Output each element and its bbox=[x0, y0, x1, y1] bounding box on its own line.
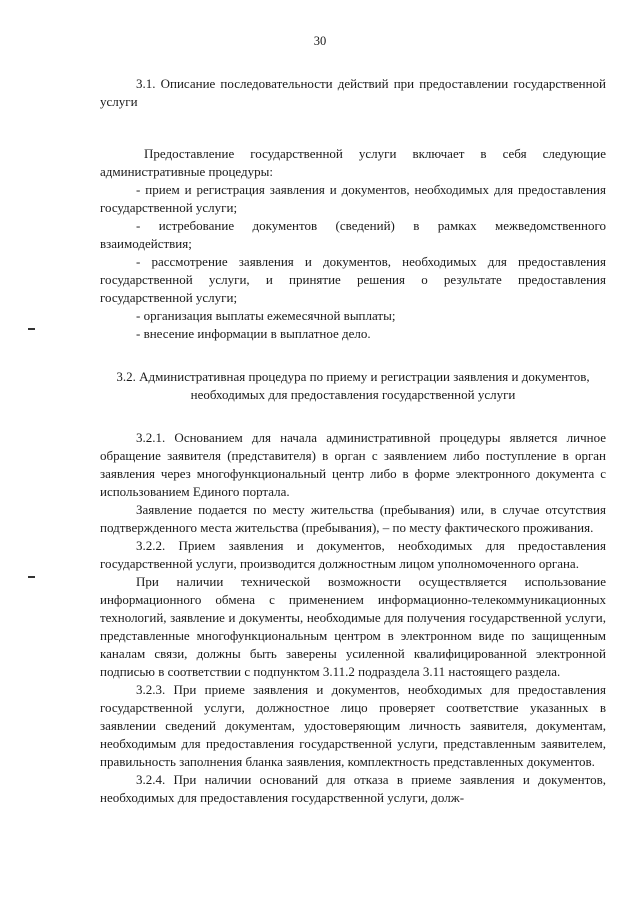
page-number: 30 bbox=[313, 34, 327, 48]
section-heading: 3.2. Административная процедура по приему и регистрации заявления и документов, необходимых для предоставления государственной услуги bbox=[116, 369, 590, 402]
margin-mark bbox=[28, 328, 35, 330]
list-item: - организация выплаты ежемесячной выплаты; bbox=[136, 308, 396, 323]
section-heading: 3.1. Описание последовательности действий при предоставлении государственной услуги bbox=[100, 76, 606, 109]
margin-mark bbox=[28, 576, 35, 578]
paragraph: 3.2.3. При приеме заявления и документов, необходимых для предоставления государственной услуги, должностное лицо проверяет соответствие указанных в заявлении сведений документам, удостоверяющим личность заявителя, документам, необходимым для предоставления государственной услуги, представленным заявителем, правильность заполнения бланка заявления, комплектность представленных документов. bbox=[100, 682, 606, 769]
paragraph: Заявление подается по месту жительства (пребывания) или, в случае отсутствия подтвержденного места жительства (пребывания), – по месту фактического проживания. bbox=[100, 502, 606, 535]
document-body bbox=[100, 75, 606, 807]
list-item: - прием и регистрация заявления и документов, необходимых для предоставления государственной услуги; bbox=[100, 182, 606, 215]
paragraph: Предоставление государственной услуги включает в себя следующие административные процедуры: bbox=[100, 146, 606, 179]
paragraph: 3.2.1. Основанием для начала административной процедуры является личное обращение заявителя (представителя) в орган с заявлением либо поступление в орган заявления через многофункциональный центр либо в форме электронного документа с использованием Единого портала. bbox=[100, 430, 606, 499]
paragraph: При наличии технической возможности осуществляется использование информационного обмена с применением информационно-телекоммуникационных технологий, заявление и документы, необходимые для получения государственной услуги, представленные многофункциональным центром в электронном виде по защищенным каналам связи, должны быть заверены усиленной квалифицированной электронной подписью в соответствии с подпунктом 3.11.2 подраздела 3.11 настоящего раздела. bbox=[100, 574, 606, 679]
paragraph: 3.2.4. При наличии оснований для отказа в приеме заявления и документов, необходимых для предоставления государственной услуги, долж- bbox=[100, 772, 606, 805]
list-item: - внесение информации в выплатное дело. bbox=[136, 326, 371, 341]
list-item: - истребование документов (сведений) в рамках межведомственного взаимодействия; bbox=[100, 218, 606, 251]
list-item: - рассмотрение заявления и документов, необходимых для предоставления государственной услуги, и принятие решения о результате предоставления государственной услуги; bbox=[100, 254, 606, 305]
paragraph: 3.2.2. Прием заявления и документов, необходимых для предоставления государственной услуги, производится должностным лицом уполномоченного органа. bbox=[100, 538, 606, 571]
